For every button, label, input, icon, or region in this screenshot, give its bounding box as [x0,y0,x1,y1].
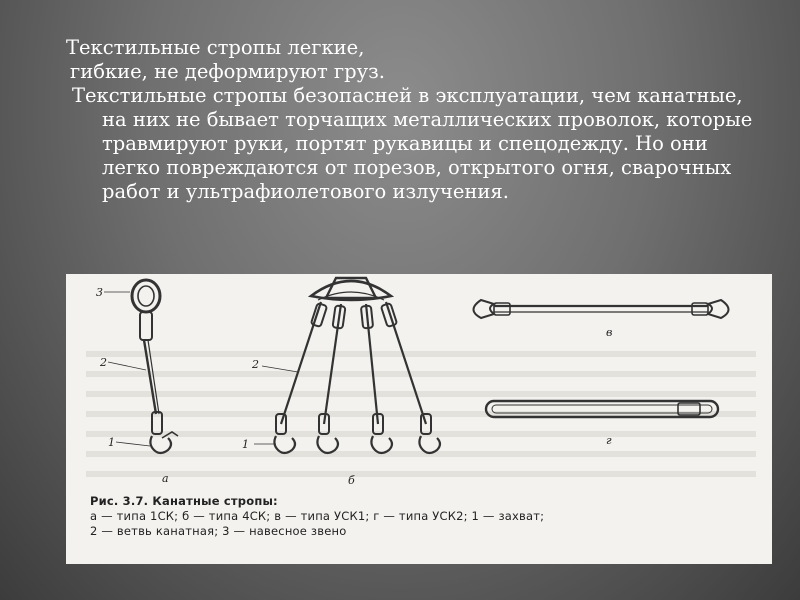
paragraph-2: гибкие, не деформируют груз. [70,60,385,83]
rope-slings-figure [66,274,772,564]
caption-title: Рис. 3.7. Канатные стропы: [90,494,278,508]
label-a: а [162,472,169,485]
sling-b [254,278,440,453]
figure-caption [90,494,760,539]
caption-line-2: 2 — ветвь канатная; 3 — навесное звено [90,524,347,538]
paragraph-3: Текстильные стропы безопасней в эксплуатации, чем канатные, на них не бывает торчащих металлических проволок, которые травмируют руки, портят рукавицы и спецодежду. Но они легко повреждаются от порезов, открытого огня, сварочных работ и ультрафиолетового излучения. [72,84,753,203]
label-b: б [348,474,355,487]
caption-line-1: а — типа 1СК; б — типа 4СК; в — типа УСК1; г — типа УСК2; 1 — захват; [90,509,545,523]
slide-text [66,36,766,204]
label-1a: 1 [108,436,115,449]
label-2b: 2 [252,358,259,371]
label-g: г [606,434,612,447]
sling-a [104,280,178,453]
paragraph-1: Текстильные стропы легкие, [66,36,365,59]
label-3: 3 [96,286,103,299]
label-1b: 1 [242,438,249,451]
label-2a: 2 [100,356,107,369]
label-v: в [606,326,613,339]
sling-v [474,300,729,318]
